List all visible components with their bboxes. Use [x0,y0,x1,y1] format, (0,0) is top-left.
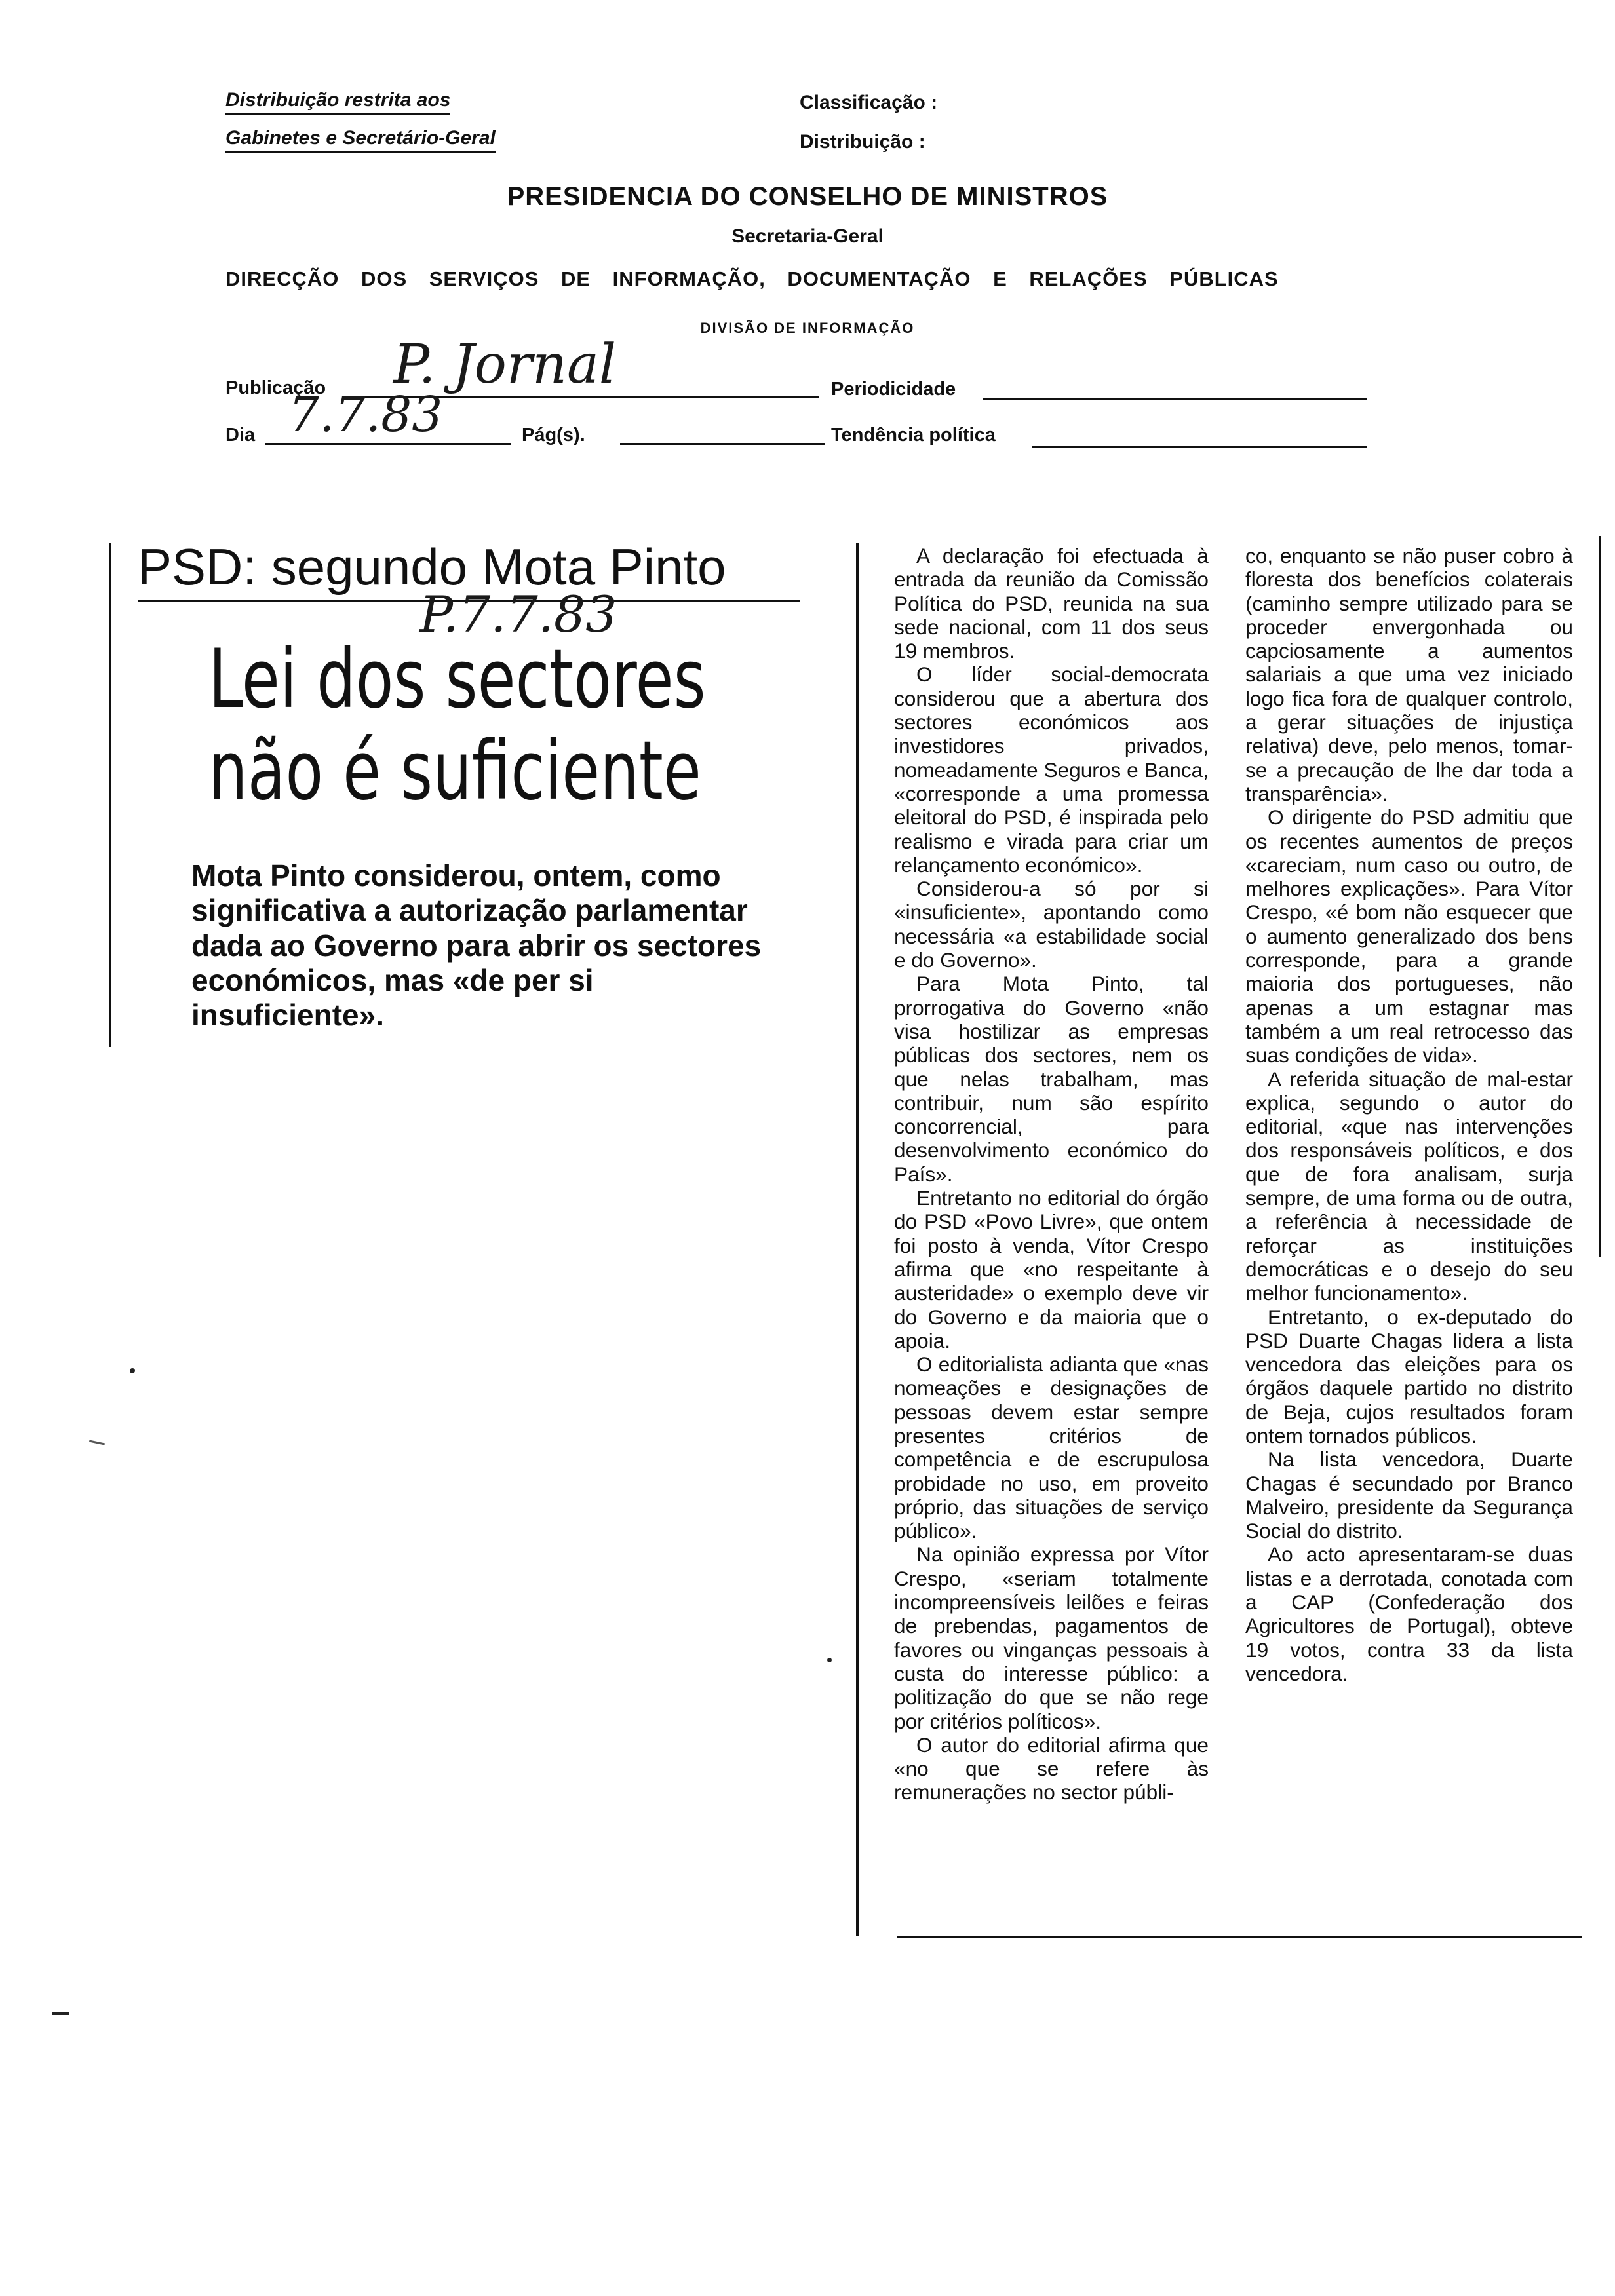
tendency-line [1032,446,1367,448]
col1-paragraph: Considerou-a só por si «insuficiente», apontando como necessária «a estabilidade social e do Governo». [894,877,1209,972]
col1-paragraph: Para Mota Pinto, tal prorrogativa do Governo «não visa hostilizar as empresas públicas dos sectores, nem os que nelas trabalham, mas contribuir, num são espírito concorrencial, para desenvolvimento económico do País». [894,972,1209,1186]
headline-line2: não é suficiente [208,724,701,818]
handwritten-note: P.7.7.83 [419,585,617,643]
article-end-rule [897,1936,1582,1938]
column-right-rule [1599,536,1601,1257]
pages-label: Pág(s). [522,425,585,446]
pages-line [620,443,825,445]
classification-label: Classificação : [800,92,938,113]
publication-label: Publicação [225,377,326,398]
article-left-rule [109,543,111,1047]
periodicity-label: Periodicidade [831,379,956,400]
scan-speck [89,1440,105,1445]
article-column-1 [894,544,1209,1805]
scan-speck [52,2012,69,2015]
col2-paragraph: co, enquanto se não puser cobro à floresta dos benefícios colaterais (caminho sempre utilizado para se proceder envergonhada ou capciosamente a aumentos salariais a que uma vez iniciado logo fica fora de qualquer controlo, a gerar situações de injustiça relativa) deve, pelo menos, tomar-se a precaução de lhe dar toda a transparência». [1245,544,1573,805]
restricted-distribution-line1: Distribuição restrita aos [225,89,450,115]
tendency-label: Tendência política [831,425,996,446]
publication-handwritten-value: P. Jornal [393,334,617,396]
col2-paragraph: A referida situação de mal-estar explica, segundo o autor do editorial, «que nas intervenções dos responsáveis políticos, e dos que de fora analisam, surja sempre, de uma forma ou de outra, a referência à necessidade de reforçar as instituições democráticas e o desejo do seu melhor funcionamento». [1245,1067,1573,1305]
col1-paragraph: Entretanto no editorial do órgão do PSD «Povo Livre», que ontem foi posto à venda, Vítor Crespo afirma que «no respeitante à austeridade» o exemplo deve vir do Governo e da maioria que o apoia. [894,1186,1209,1352]
col2-paragraph: Entretanto, o ex-deputado do PSD Duarte Chagas lidera a lista vencedora das eleições para os órgãos daquele partido no distrito de Beja, cujos resultados foram ontem tornados públicos. [1245,1305,1573,1447]
article-column-2 [1245,544,1573,1685]
col2-paragraph: Na lista vencedora, Duarte Chagas é secundado por Branco Malveiro, presidente da Segurança Social do distrito. [1245,1447,1573,1543]
col2-paragraph: O dirigente do PSD admitiu que os recentes aumentos de preços «careciam, num caso ou outro, de melhores explicações». Para Vítor Crespo, «é bom não esquecer que o aumento generalizado dos bens corresponde, para a grande maioria dos portugueses, não apenas a um estagnar mas também a um real retrocesso das suas condições de vida». [1245,805,1573,1067]
scan-speck [827,1658,832,1662]
col1-paragraph: O autor do editorial afirma que «no que se refere às remunerações no sector públi- [894,1732,1209,1805]
col1-paragraph: A declaração foi efectuada à entrada da reunião da Comissão Política do PSD, reunida na sua sede nacional, com 11 dos seus 19 membros. [894,544,1209,663]
day-line [265,443,511,445]
col1-paragraph: O editorialista adianta que «nas nomeações e designações de pessoas devem estar sempre presentes critérios de competência e de escrupulosa probidade no uso, em proveito próprio, das situações de serviço público». [894,1352,1209,1543]
column-left-rule [856,543,859,1936]
distribution-label: Distribuição : [800,131,925,153]
col2-paragraph: Ao acto apresentaram-se duas listas e a derrotada, conotada com a CAP (Confederação dos Agricultores de Portugal), obteve 19 votos, contra 33 da lista vencedora. [1245,1542,1573,1685]
scan-speck [130,1368,135,1373]
page-title: PRESIDENCIA DO CONSELHO DE MINISTROS [507,182,1108,211]
day-handwritten-value: 7.7.83 [288,387,443,443]
periodicity-line [983,398,1367,400]
article-lead: Mota Pinto considerou, ontem, como significativa a autorização parlamentar dada ao Governo para abrir os sectores económicos, mas «de per si insuficiente». [191,858,762,1033]
col1-paragraph: Na opinião expressa por Vítor Crespo, «seriam totalmente incompreensíveis leilões e feiras de prebendas, pagamentos de favores ou vinganças pessoais à custa do interesse público: a politização do que se não rege por critérios políticos». [894,1542,1209,1733]
headline-line1: Lei dos sectores [208,632,706,727]
page-subtitle: Secretaria-Geral [731,225,884,247]
article-kicker: PSD: segundo Mota Pinto [138,538,726,596]
department-line: DIRECÇÃO DOS SERVIÇOS DE INFORMAÇÃO, DOCUMENTAÇÃO E RELAÇÕES PÚBLICAS [225,267,1279,290]
day-label: Dia [225,425,256,446]
division-line: DIVISÃO DE INFORMAÇÃO [700,320,915,336]
restricted-distribution-line2: Gabinetes e Secretário-Geral [225,127,496,153]
col1-paragraph: O líder social-democrata considerou que a abertura dos sectores económicos aos investidores privados, nomeadamente Seguros e Banca, «corresponde a uma promessa eleitoral do PSD, é inspirada pelo realismo e virada para criar um relançamento económico». [894,662,1209,877]
